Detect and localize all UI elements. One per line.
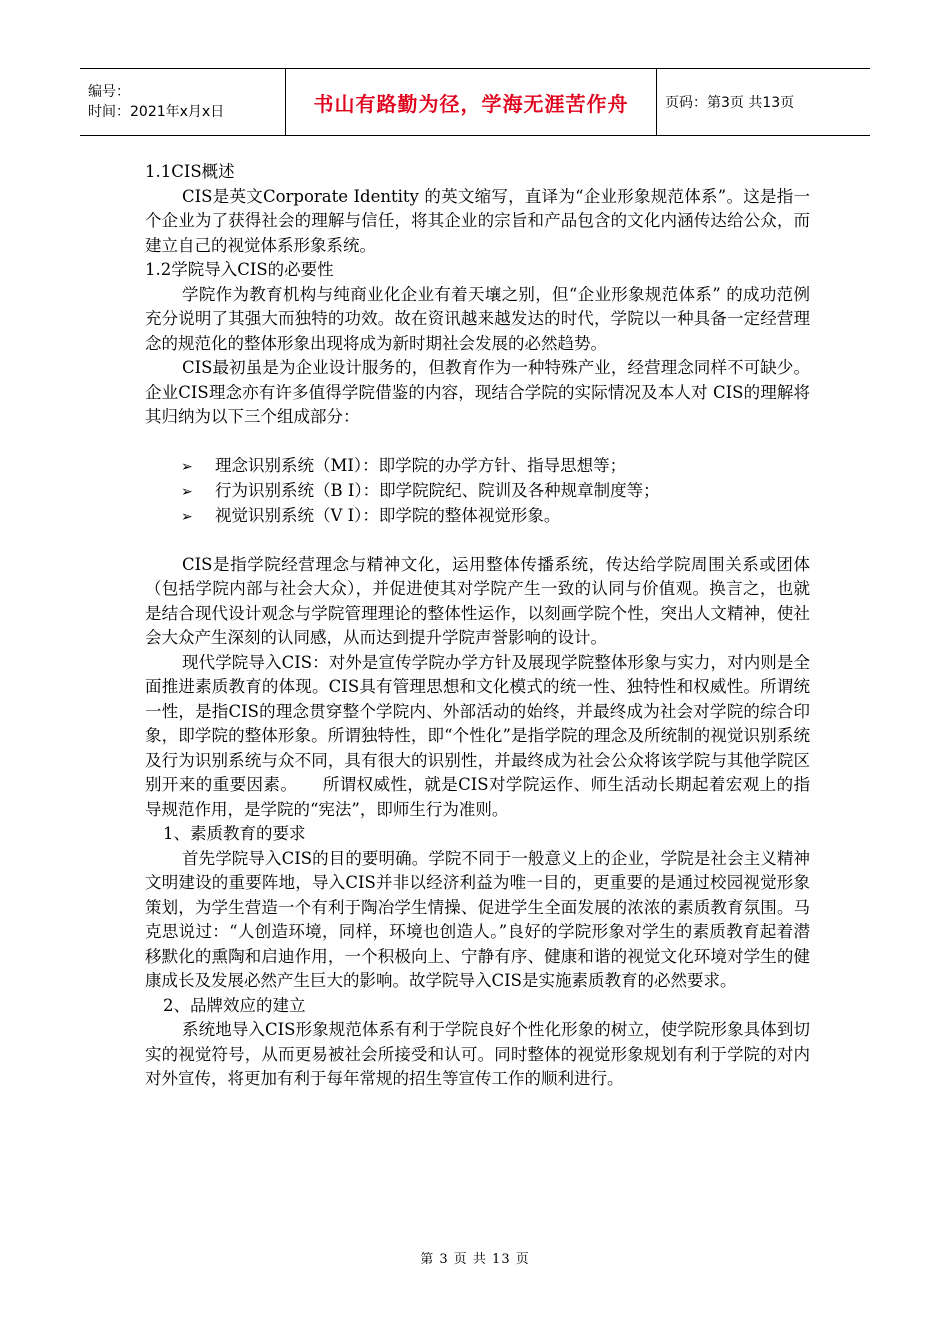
page-info-text: 页码：第3页 共13页	[665, 95, 795, 111]
header-motto-cell	[285, 69, 657, 135]
arrow-bullet-icon: ➢	[181, 483, 193, 500]
time-label: 时间：2021年x月x日	[88, 104, 225, 120]
number-label: 编号：	[88, 84, 130, 100]
paragraph-cis-overview: CIS是英文Corporate Identity 的英文缩写，直译为“企业形象规范体系”。这是指一个企业为了获得社会的理解与信任，将其企业的宗旨和产品包含的文化内涵传达给公众，而建立自己的视觉体系形象系统。	[145, 186, 810, 255]
section-heading-1-1: 1.1CIS概述	[145, 162, 235, 181]
list-item	[181, 454, 810, 479]
header-page-info	[657, 69, 870, 135]
list-item-text: 理念识别系统（MI）：即学院的办学方针、指导思想等；	[215, 455, 627, 475]
header-meta	[80, 69, 285, 135]
document-body	[145, 160, 810, 1092]
subheading-brand-effect: 2、品牌效应的建立	[163, 995, 306, 1015]
paragraph-components-intro: CIS最初虽是为企业设计服务的，但教育作为一种特殊产业，经营理念同样不可缺少。企业CIS理念亦有许多值得学院借鉴的内容，现结合学院的实际情况及本人对 CIS的理解将其归纳为以下三个组成部分：	[145, 358, 810, 426]
list-item	[181, 479, 810, 504]
paragraph-quality-education: 首先学院导入CIS的目的要明确。学院不同于一般意义上的企业，学院是社会主义精神文明建设的重要阵地，导入CIS并非以经济利益为唯一目的，更重要的是通过校园视觉形象策划，为学生营造一个有利于陶冶学生情操、促进学生全面发展的浓浓的素质教育氛围。马克思说过：“人创造环境，同样，环境也创造人。”良好的学院形象对学生的素质教育起着潜移默化的熏陶和启迪作用，一个积极向上、宁静有序、健康和谐的视觉文化环境对学生的健康成长及发展必然产生巨大的影响。故学院导入CIS是实施素质教育的必然要求。	[145, 848, 810, 990]
section-heading-1-2: 1.2学院导入CIS的必要性	[145, 260, 334, 279]
list-item-text: 行为识别系统（B I）：即学院院纪、院训及各种规章制度等；	[215, 480, 660, 500]
cis-components-list	[145, 454, 810, 529]
paragraph-cis-definition: CIS是指学院经营理念与精神文化，运用整体传播系统，传达给学院周围关系或团体（包括学院内部与社会大众），并促进使其对学院产生一致的认同与价值观。换言之，也就是结合现代设计观念与学院管理理论的整体性运作，以刻画学院个性，突出人文精神，使社会大众产生深刻的认同感，从而达到提升学院声誉影响的设计。	[145, 554, 810, 647]
subheading-quality-education: 1、素质教育的要求	[163, 824, 306, 843]
list-item	[181, 504, 810, 529]
paragraph-modern-college: 现代学院导入CIS：对外是宣传学院办学方针及展现学院整体形象与实力，对内则是全面推进素质教育的体现。CIS具有管理思想和文化模式的统一性、独特性和权威性。所谓统一性，是指CIS的理念贯穿整个学院内、外部活动的始终，并最终成为社会对学院的综合印象，即学院的整体形象。所谓独特性，即“个性化”是指学院的理念及所统制的视觉识别系统及行为识别系统与众不同，具有很大的识别性，并最终成为社会公众将该学院与其他学院区别开来的重要因素。 所谓权威性，就是CIS对学院运作、师生活动长期起着宏观上的指导规范作用，是学院的“宪法”，即师生行为准则。	[145, 652, 810, 819]
list-item-text: 视觉识别系统（V I）：即学院的整体视觉形象。	[215, 505, 561, 525]
page-header	[80, 68, 870, 136]
motto-text: 书山有路勤为径，学海无涯苦作舟	[313, 91, 629, 116]
arrow-bullet-icon: ➢	[181, 508, 193, 525]
paragraph-brand-effect: 系统地导入CIS形象规范体系有利于学院良好个性化形象的树立，使学院形象具体到切实的视觉符号，从而更易被社会所接受和认可。同时整体的视觉形象规划有利于学院的对内对外宣传，将更加有利于每年常规的招生等宣传工作的顺利进行。	[145, 1020, 810, 1088]
paragraph-necessity: 学院作为教育机构与纯商业化企业有着天壤之别，但“企业形象规范体系” 的成功范例充分说明了其强大而独特的功效。故在资讯越来越发达的时代，学院以一种具备一定经营理念的规范化的整体形象出现将成为新时期社会发展的必然趋势。	[145, 284, 810, 353]
page-footer: 第 3 页 共 13 页	[420, 1252, 530, 1267]
arrow-bullet-icon: ➢	[181, 458, 193, 475]
